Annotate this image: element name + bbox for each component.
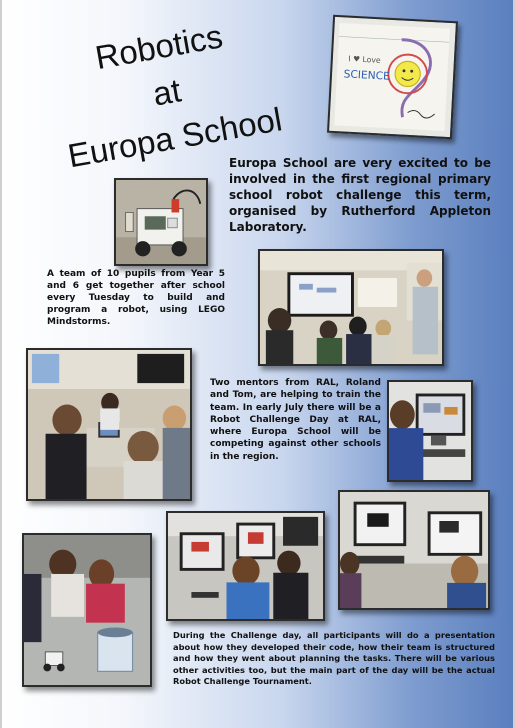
- challenge-day-paragraph: During the Challenge day, all participants will do a presentation about how they developed their code, how their team is structured and how they went about planning the tasks. There will be various other activities too, but the main part of the day will be the actual Robot Challenge Tournament.: [173, 630, 495, 687]
- drawing-text-science: SCIENCE: [343, 67, 391, 83]
- boys-computers-photo: [166, 511, 325, 621]
- science-drawing-photo: [327, 15, 458, 139]
- drawing-text-love: I ♥ Love: [348, 54, 381, 65]
- boy-at-monitor-photo: [387, 380, 473, 482]
- intro-paragraph: Europa School are very excited to be involved in the first regional primary school robot challenge this term, organised by Rutherford Appleton Laboratory.: [229, 156, 491, 234]
- mentors-paragraph: Two mentors from RAL, Roland and Tom, are helping to train the team. In early July there will be a Robot Challenge Day at RAL, where Europa School will be competing against other schools in the region.: [210, 378, 381, 462]
- team-paragraph: A team of 10 pupils from Year 5 and 6 get together after school every Tuesday to build and program a robot, using LEGO Mindstorms.: [47, 269, 225, 327]
- classroom-whiteboard-photo: [258, 249, 444, 366]
- pupils-monitors-photo: [338, 490, 490, 610]
- title-line-at: at: [150, 71, 184, 113]
- title-line-school: Europa School: [65, 100, 285, 175]
- title-line-robotics: Robotics: [92, 17, 226, 77]
- floor-robot-photo: [22, 533, 152, 687]
- lego-robot-photo: [114, 178, 208, 266]
- pupils-laptops-photo: [26, 348, 192, 501]
